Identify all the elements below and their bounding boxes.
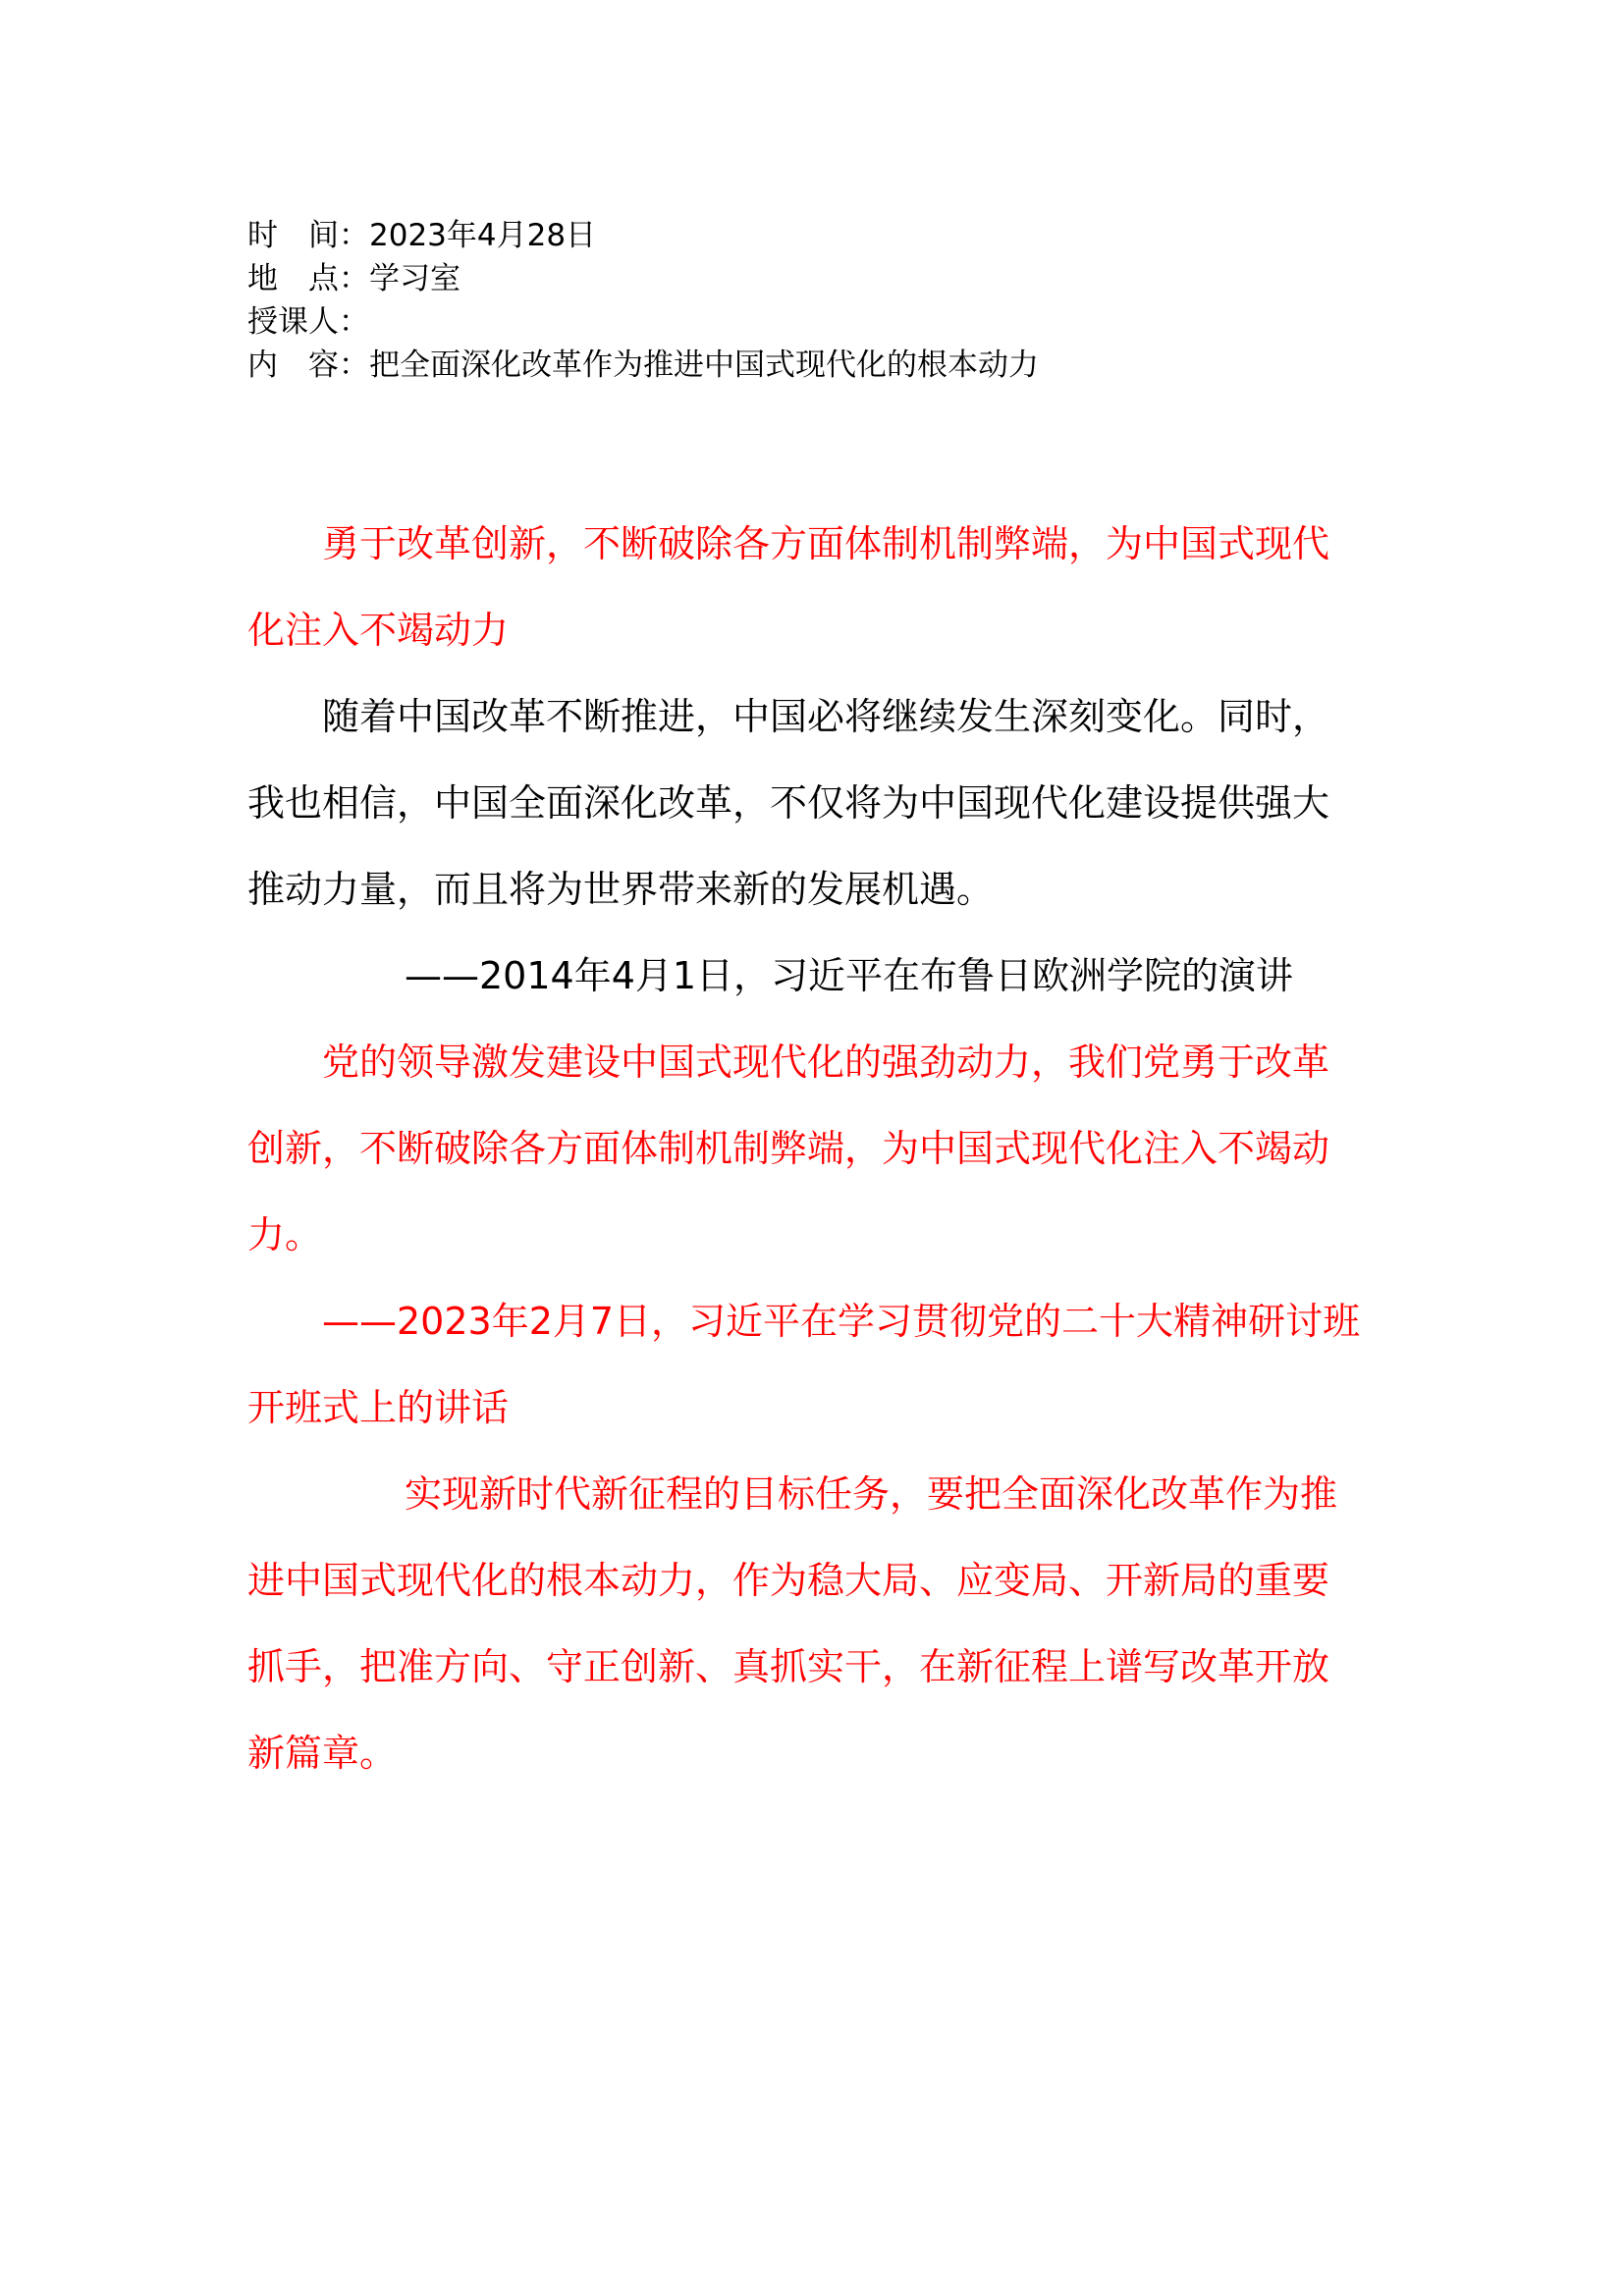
quote-paragraph: 党的领导激发建设中国式现代化的强劲动力，我们党勇于改革创新，不断破除各方面体制机制弊端，为中国式现代化注入不竭动力。	[247, 1041, 1330, 1256]
content-label: 内 容：	[247, 347, 369, 383]
quote-source: ——2014年4月1日，习近平在布鲁日欧洲学院的演讲	[405, 954, 1294, 997]
place-value: 学习室	[369, 261, 460, 296]
section-heading: 勇于改革创新，不断破除各方面体制机制弊端，为中国式现代化注入不竭动力	[247, 522, 1330, 652]
body-paragraph: 实现新时代新征程的目标任务，要把全面深化改革作为推进中国式现代化的根本动力，作为稳大局、应变局、开新局的重要抓手，把准方向、守正创新、真抓实干，在新征程上谱写改革开放新篇章。	[247, 1472, 1338, 1775]
time-line	[247, 214, 1377, 257]
quote-source: ——2023年2月7日，习近平在学习贯彻党的二十大精神研讨班开班式上的讲话	[247, 1300, 1361, 1429]
content-value: 把全面深化改革作为推进中国式现代化的根本动力	[369, 347, 1039, 383]
lecturer-line	[247, 300, 1377, 344]
place-label: 地 点：	[247, 261, 369, 296]
quote-paragraph: 随着中国改革不断推进，中国必将继续发生深刻变化。同时，我也相信，中国全面深化改革，不仅将为中国现代化建设提供强大推动力量，而且将为世界带来新的发展机遇。	[247, 695, 1330, 911]
time-label: 时 间：	[247, 218, 369, 253]
document-body	[247, 501, 1362, 1796]
lecturer-label: 授课人：	[247, 304, 369, 340]
content-line	[247, 344, 1377, 387]
time-value: 2023年4月28日	[369, 218, 597, 253]
place-line	[247, 257, 1377, 300]
lecture-info	[247, 214, 1377, 387]
